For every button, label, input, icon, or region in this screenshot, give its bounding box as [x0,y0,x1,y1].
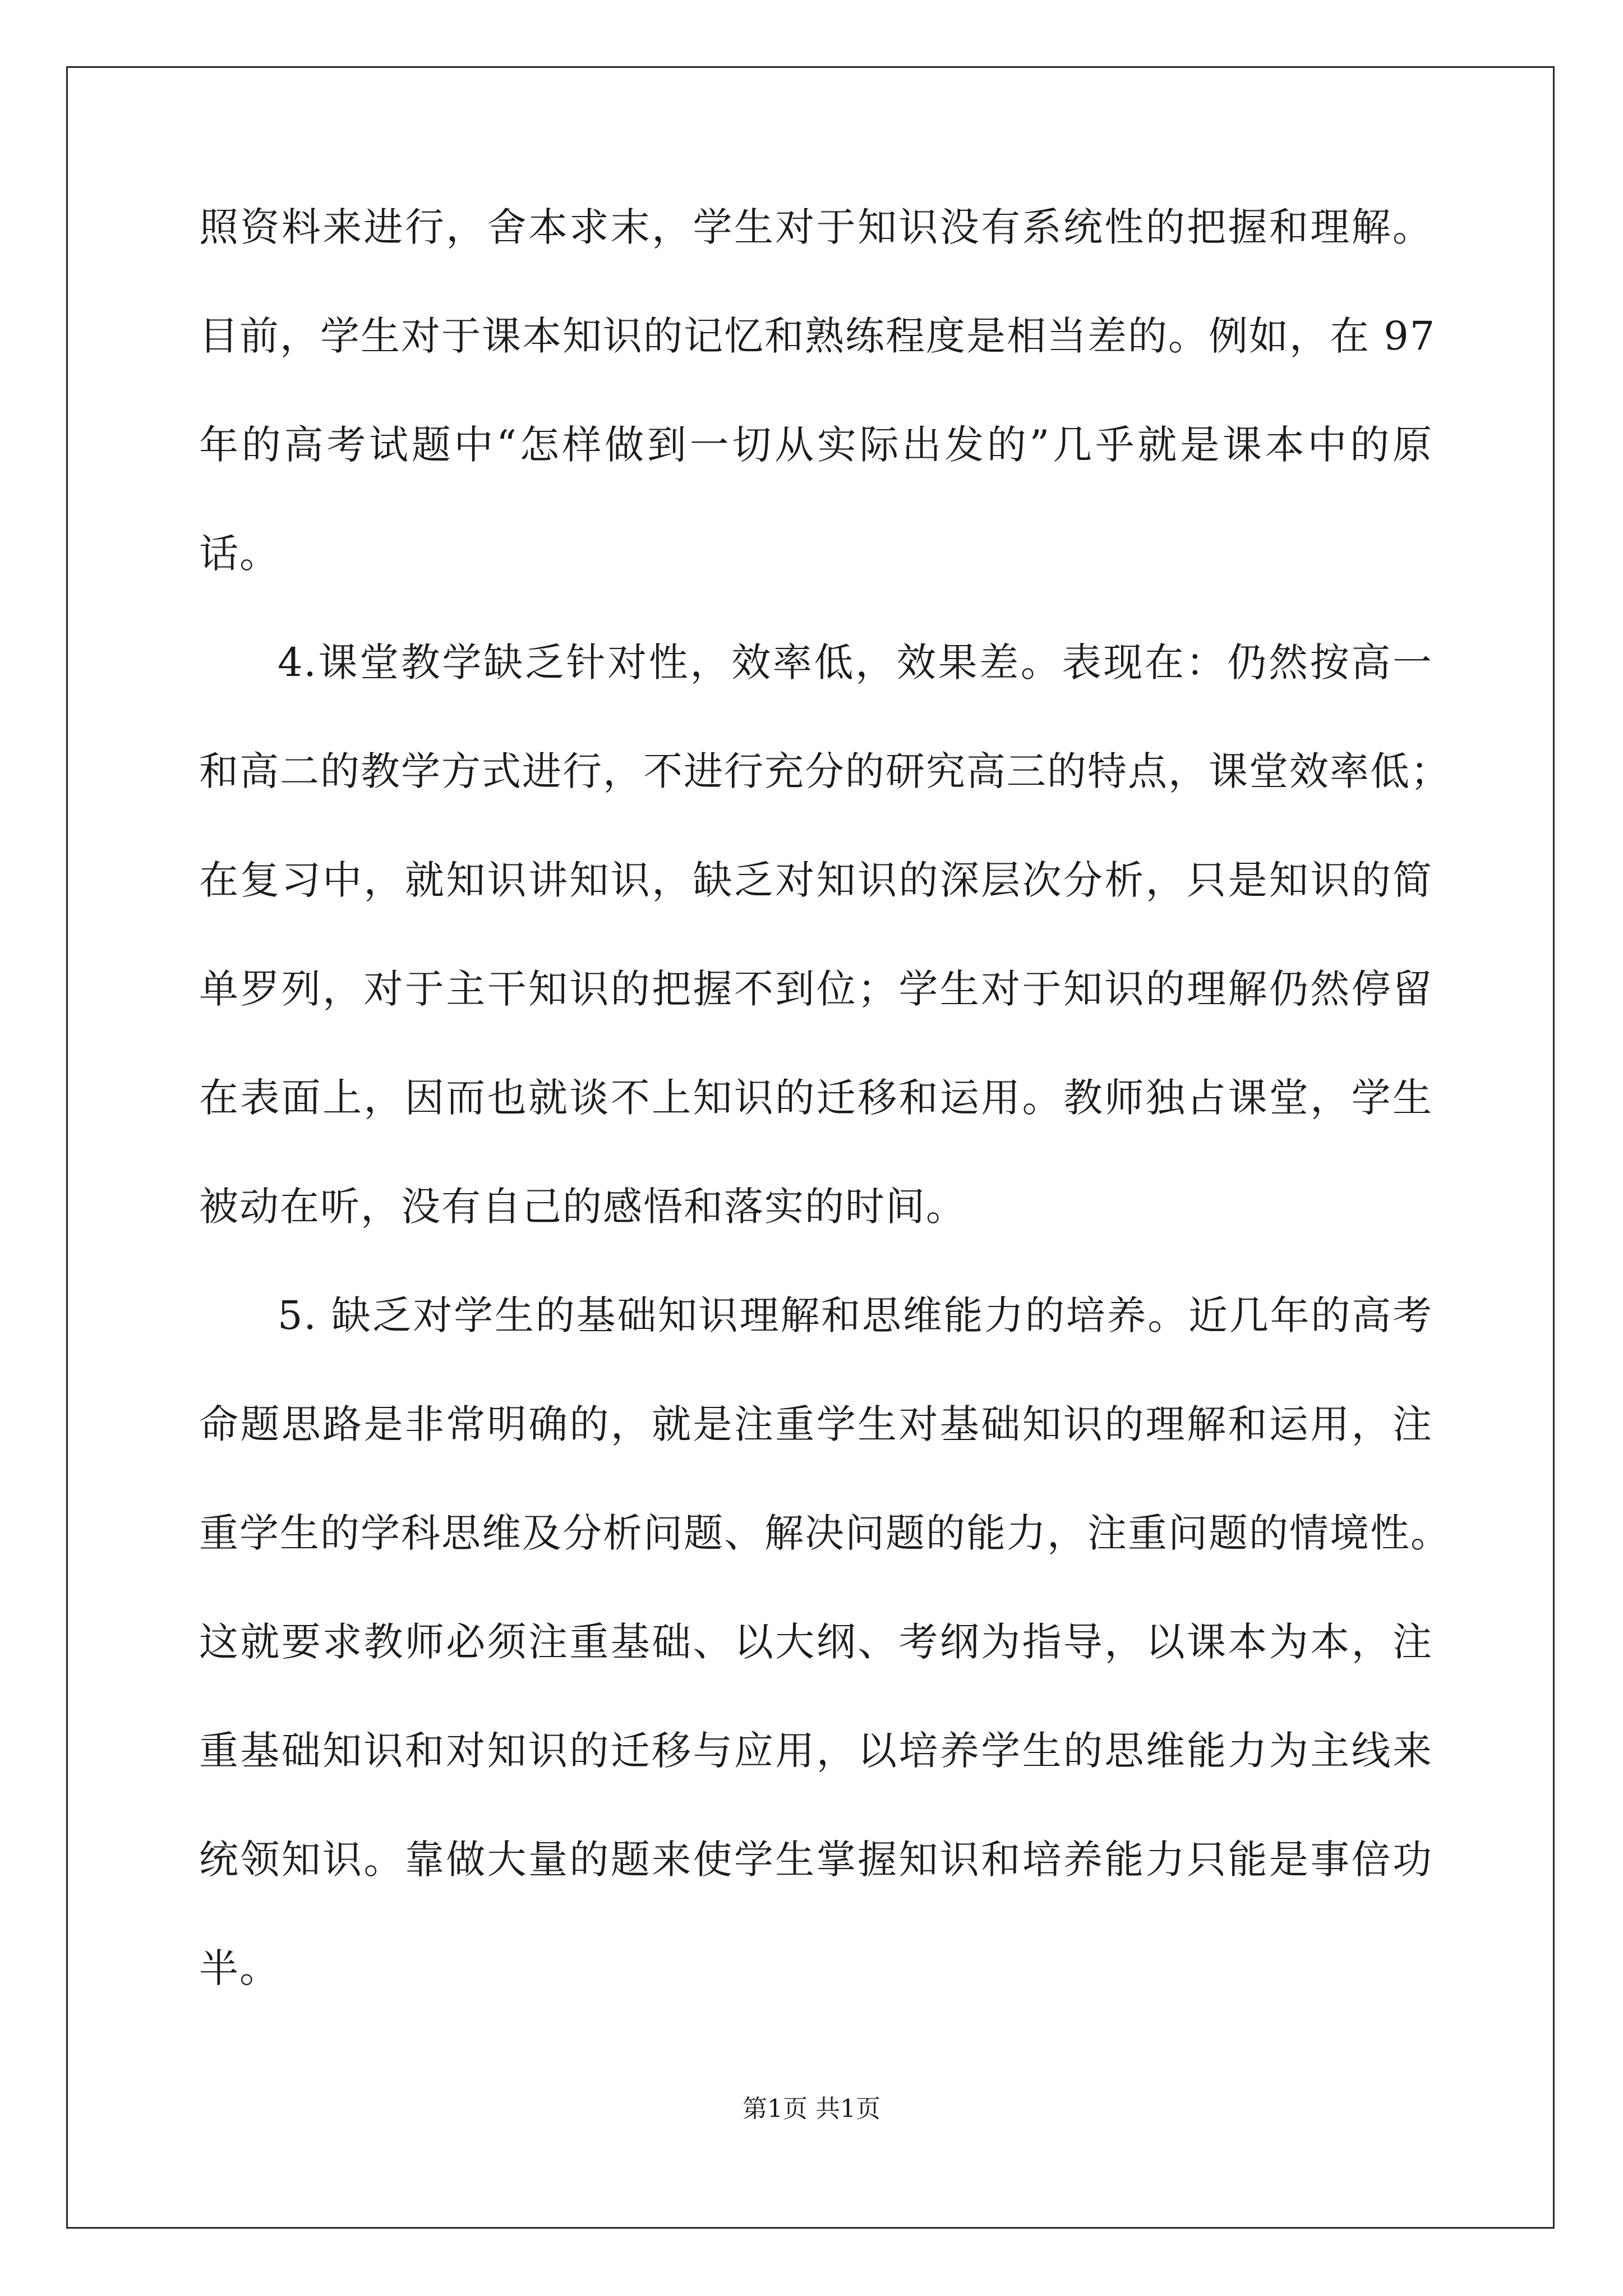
text-line: 单罗列，对于主干知识的把握不到位；学生对于知识的理解仍然停留 [199,966,1433,1012]
text-line: 年的高考试题中“怎样做到一切从实际出发的”几乎就是课本中的原 [199,422,1433,468]
text-line: 和高二的教学方式进行，不进行充分的研究高三的特点，课堂效率低； [199,748,1451,794]
text-line: 照资料来进行，舍本求末，学生对于知识没有系统性的把握和理解。 [199,204,1433,250]
text-line: 目前，学生对于课本知识的记忆和熟练程度是相当差的。例如，在 97 [199,313,1436,359]
document-body [199,199,1451,2049]
text-line: 话。 [199,531,280,577]
text-line: 统领知识。靠做大量的题来使学生掌握知识和培养能力只能是事倍功 [199,1837,1433,1883]
paragraph-4-start: 4.课堂教学缺乏针对性，效率低，效果差。表现在：仍然按高一 [278,639,1433,685]
text-line: 命题思路是非常明确的，就是注重学生对基础知识的理解和运用，注 [199,1401,1433,1447]
text-line: 重学生的学科思维及分析问题、解决问题的能力，注重问题的情境性。 [199,1510,1451,1556]
text-line: 重基础知识和对知识的迁移与应用，以培养学生的思维能力为主线来 [199,1728,1433,1774]
text-line: 在表面上，因而也就谈不上知识的迁移和运用。教师独占课堂，学生 [199,1075,1433,1121]
page-number-footer: 第1页 共1页 [743,2095,880,2123]
paragraph-5-start: 5. 缺乏对学生的基础知识理解和思维能力的培养。近几年的高考 [278,1292,1433,1338]
text-line: 被动在听，没有自己的感悟和落实的时间。 [199,1184,966,1230]
text-line: 这就要求教师必须注重基础、以大纲、考纲为指导，以课本为本，注 [199,1619,1433,1665]
text-line: 半。 [199,1945,280,1991]
text-line: 在复习中，就知识讲知识，缺乏对知识的深层次分析，只是知识的简 [199,857,1433,903]
